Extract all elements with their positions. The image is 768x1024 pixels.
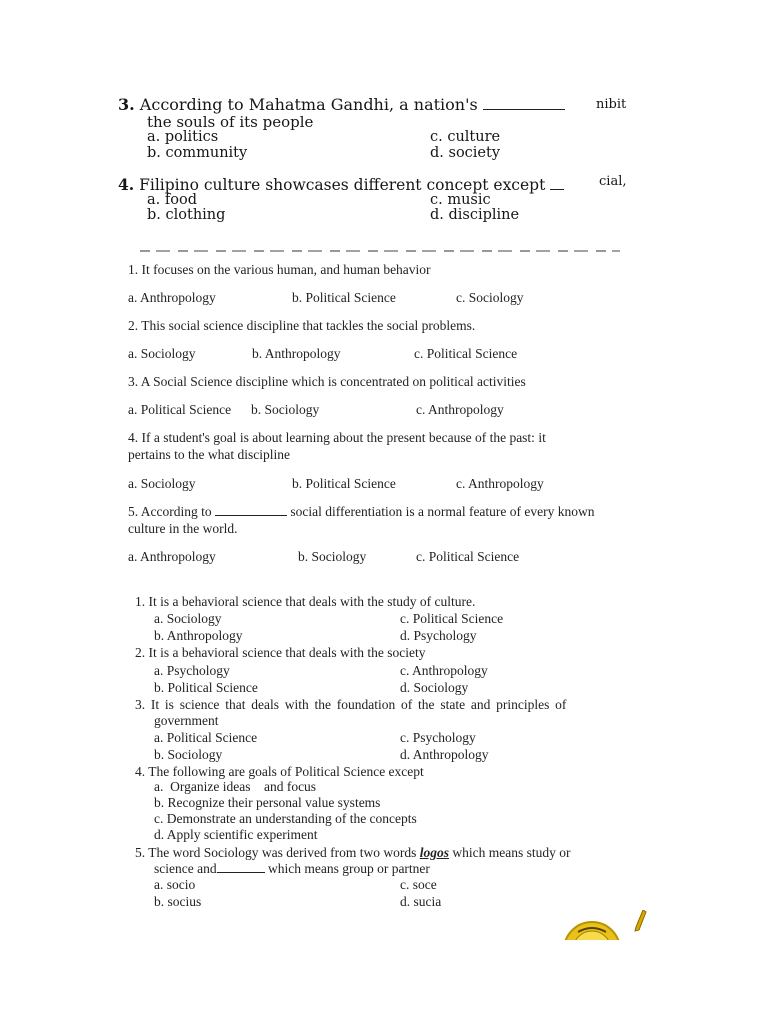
s3-q3-text-line2: government bbox=[154, 713, 219, 728]
s2-q4-option-a: a. Sociology bbox=[128, 476, 196, 491]
q4-number: 4. bbox=[118, 175, 135, 194]
q3-trail: nibit bbox=[596, 97, 627, 112]
s3-q2-option-c: c. Anthropology bbox=[400, 663, 488, 678]
s2-q5-text-line1 bbox=[128, 504, 595, 520]
s3-q5-line2-post: which means group or partner bbox=[267, 861, 430, 876]
s3-q5-blank bbox=[217, 871, 265, 873]
seal-logo-fragment bbox=[562, 918, 622, 940]
s2-q3-text: 3. A Social Science discipline which is concentrated on political activities bbox=[128, 374, 526, 389]
q4-option-d: d. discipline bbox=[430, 207, 520, 223]
s3-q1-option-c: c. Political Science bbox=[400, 611, 504, 626]
s2-q5-blank bbox=[215, 514, 287, 516]
q3-option-c: c. culture bbox=[430, 129, 501, 145]
s2-q5-pre: 5. According to bbox=[128, 504, 212, 519]
s3-q5-option-d: d. sucia bbox=[400, 894, 442, 909]
s2-q2-text: 2. This social science discipline that tackles the social problems. bbox=[128, 318, 476, 333]
s2-q1-text: 1. It focuses on the various human, and human behavior bbox=[128, 262, 431, 277]
s3-q3-option-a: a. Political Science bbox=[154, 730, 258, 745]
s3-q1-option-a: a. Sociology bbox=[154, 611, 222, 626]
q4-option-b: b. clothing bbox=[147, 207, 226, 223]
s2-q2-option-c: c. Political Science bbox=[414, 346, 518, 361]
s3-q5-option-c: c. soce bbox=[400, 877, 437, 892]
s2-q3-option-b: b. Sociology bbox=[251, 402, 320, 417]
s2-q1-option-c: c. Sociology bbox=[456, 290, 524, 305]
cropped-text-fragment bbox=[140, 250, 620, 252]
s3-q2-text: 2. It is a behavioral science that deals with the society bbox=[135, 645, 426, 660]
s3-q2-option-d: d. Sociology bbox=[400, 680, 469, 695]
s3-q5-option-b: b. socius bbox=[154, 894, 202, 909]
s3-q3-text-line1: 3. It is science that deals with the foundation of the state and principles of bbox=[135, 697, 567, 712]
s2-q5-text-line2: culture in the world. bbox=[128, 521, 238, 536]
s3-q1-option-d: d. Psychology bbox=[400, 628, 477, 643]
s3-q5-option-a: a. socio bbox=[154, 877, 196, 892]
pencil-mark-icon bbox=[633, 910, 647, 932]
s2-q5-option-b: b. Sociology bbox=[298, 549, 367, 564]
q3-line1 bbox=[118, 95, 565, 114]
s3-q5-text-line2 bbox=[154, 861, 430, 877]
q4-blank bbox=[550, 188, 564, 190]
s2-q5-option-c: c. Political Science bbox=[416, 549, 520, 564]
q3-option-d: d. society bbox=[430, 145, 501, 161]
q3-option-a: a. politics bbox=[147, 129, 219, 145]
s3-q5-text-line1 bbox=[135, 845, 570, 861]
s3-q3-option-b: b. Sociology bbox=[154, 747, 223, 762]
s3-q5-pre: 5. The word Sociology was derived from two words bbox=[135, 845, 417, 860]
s2-q2-option-b: b. Anthropology bbox=[252, 346, 341, 361]
s3-q1-text: 1. It is a behavioral science that deals with the study of culture. bbox=[135, 594, 476, 609]
s2-q4-text-line1: 4. If a student's goal is about learning about the present because of the past: it bbox=[128, 430, 546, 445]
s2-q1-option-a: a. Anthropology bbox=[128, 290, 216, 305]
q3-number: 3. bbox=[118, 95, 135, 114]
s2-q4-text-line2: pertains to the what discipline bbox=[128, 447, 290, 462]
q3-option-b: b. community bbox=[147, 145, 248, 161]
s2-q3-option-c: c. Anthropology bbox=[416, 402, 504, 417]
s3-q3-option-d: d. Anthropology bbox=[400, 747, 489, 762]
s2-q5-option-a: a. Anthropology bbox=[128, 549, 216, 564]
s3-q5-keyword: logos bbox=[419, 845, 449, 860]
s2-q5-post: social differentiation is a normal feature of every known bbox=[290, 504, 595, 519]
q3-blank bbox=[483, 108, 565, 110]
q3-text: According to Mahatma Gandhi, a nation's bbox=[139, 95, 478, 114]
s3-q2-option-b: b. Political Science bbox=[154, 680, 258, 695]
s2-q2-option-a: a. Sociology bbox=[128, 346, 196, 361]
s3-q5-line2-pre: science and bbox=[154, 861, 217, 876]
s2-q3-option-a: a. Political Science bbox=[128, 402, 232, 417]
s3-q4-text: 4. The following are goals of Political Science except bbox=[135, 764, 424, 779]
s2-q4-option-b: b. Political Science bbox=[292, 476, 396, 491]
s3-q3-option-c: c. Psychology bbox=[400, 730, 476, 745]
s3-q4-option-a: a. Organize ideas and focus bbox=[154, 779, 317, 794]
s3-q1-option-b: b. Anthropology bbox=[154, 628, 243, 643]
q4-option-c: c. music bbox=[430, 192, 491, 208]
s3-q4-option-c: c. Demonstrate an understanding of the concepts bbox=[154, 811, 417, 826]
q4-text: Filipino culture showcases different concept except bbox=[139, 176, 546, 194]
q4-trail: cial, bbox=[599, 174, 627, 189]
q3-line2: the souls of its people bbox=[147, 113, 314, 131]
s2-q4-option-c: c. Anthropology bbox=[456, 476, 544, 491]
s3-q4-option-d: d. Apply scientific experiment bbox=[154, 827, 318, 842]
s3-q5-post: which means study or bbox=[452, 845, 571, 860]
q4-option-a: a. food bbox=[147, 192, 197, 208]
s2-q1-option-b: b. Political Science bbox=[292, 290, 396, 305]
s3-q4-option-b: b. Recognize their personal value systems bbox=[154, 795, 381, 810]
s3-q2-option-a: a. Psychology bbox=[154, 663, 230, 678]
